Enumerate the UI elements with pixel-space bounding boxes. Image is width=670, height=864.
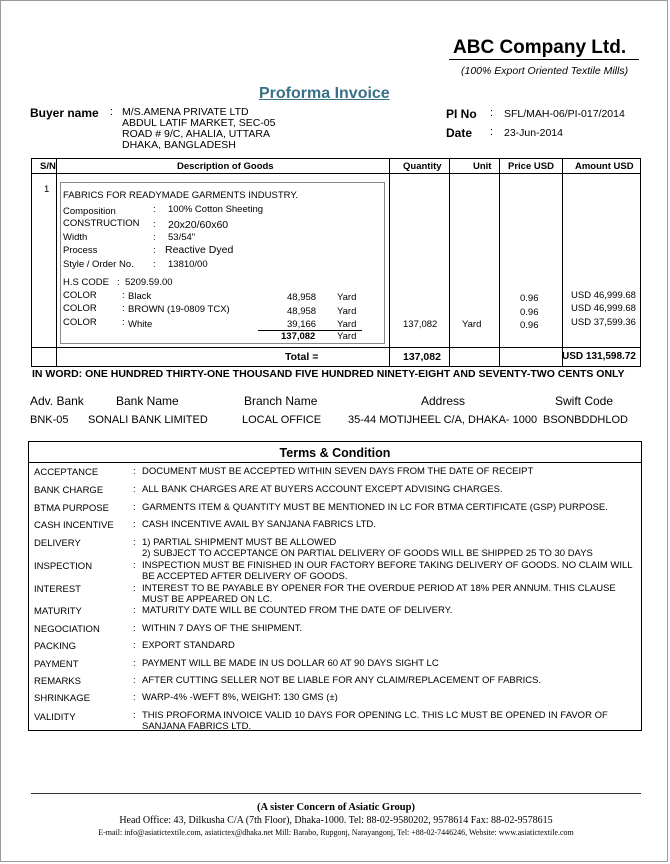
color-amount: USD 37,599.36 xyxy=(571,317,636,328)
color-price: 0.96 xyxy=(520,320,539,331)
color-qty: 39,166 xyxy=(287,319,317,330)
date-value: 23-Jun-2014 xyxy=(504,127,563,139)
color-unit: Yard xyxy=(337,292,357,303)
term-key: PACKING xyxy=(34,641,77,652)
terms-box xyxy=(28,441,642,731)
term-colon: : xyxy=(133,519,136,530)
company-name: ABC Company Ltd. xyxy=(453,37,627,58)
buyer-address-line: DHAKA, BANGLADESH xyxy=(122,139,236,151)
spec-key: Style / Order No. xyxy=(63,259,134,270)
footer-head-office: Head Office: 43, Dilkusha C/A (7th Floor), Dhaka-1000. Tel: 88-02-9580202, 9578614 Fax: 88-02-9578615 xyxy=(119,815,553,826)
term-value: 1) PARTIAL SHIPMENT MUST BE ALLOWED xyxy=(142,537,337,548)
term-value: DOCUMENT MUST BE ACCEPTED WITHIN SEVEN DAYS FROM THE DATE OF RECEIPT xyxy=(142,466,534,477)
footer-sister-concern: (A sister Concern of Asiatic Group) xyxy=(257,802,415,813)
term-key: PAYMENT xyxy=(34,659,79,670)
color-amount: USD 46,999.68 xyxy=(571,290,636,301)
term-value: ALL BANK CHARGES ARE AT BUYERS ACCOUNT EXCEPT ADVISING CHARGES. xyxy=(142,484,503,495)
term-key: NEGOCIATION xyxy=(34,624,100,635)
term-value: AFTER CUTTING SELLER NOT BE LIABLE FOR ANY CLAIM/REPLACEMENT OF FABRICS. xyxy=(142,675,542,686)
term-value: EXPORT STANDARD xyxy=(142,640,235,651)
buyer-address-line: ABDUL LATIF MARKET, SEC-05 xyxy=(122,117,276,129)
color-colon: : xyxy=(122,317,125,328)
pi-no-value: SFL/MAH-06/PI-017/2014 xyxy=(504,108,625,120)
terms-title: Terms & Condition xyxy=(279,446,391,460)
item-quantity: 137,082 xyxy=(403,319,438,330)
color-unit: Yard xyxy=(337,306,357,317)
total-label: Total = xyxy=(285,351,319,363)
term-key: INTEREST xyxy=(34,584,81,595)
color-name: White xyxy=(128,319,153,330)
buyer-address-line: ROAD # 9/C, AHALIA, UTTARA xyxy=(122,128,271,140)
term-key: MATURITY xyxy=(34,606,82,617)
color-name: BROWN (19-0809 TCX) xyxy=(128,304,230,315)
spec-key: Width xyxy=(63,232,88,243)
pi-no-colon: : xyxy=(490,107,494,119)
term-colon: : xyxy=(133,537,136,548)
term-key: BTMA PURPOSE xyxy=(34,503,109,514)
term-value: THIS PROFORMA INVOICE VALID 10 DAYS FOR OPENING LC. THIS LC MUST BE OPENED IN FAVOR OF SANJANA FABRICS LTD. xyxy=(142,710,608,732)
total-qty: 137,082 xyxy=(403,351,441,363)
color-colon: : xyxy=(122,303,125,314)
bank-header-swift: Swift Code xyxy=(555,394,614,408)
col-price-header: Price USD xyxy=(508,161,554,172)
terms-divider xyxy=(29,462,641,463)
spec-colon: : xyxy=(153,245,156,256)
table-divider xyxy=(449,159,450,366)
term-key: CASH INCENTIVE xyxy=(34,520,114,531)
term-colon: : xyxy=(133,466,136,477)
term-value: INSPECTION MUST BE FINISHED IN OUR FACTORY BEFORE TAKING DELIVERY OF GOODS. NO CLAIM WILL BE ACCEPTED AFTER DELIVERY OF GOODS. xyxy=(142,560,633,582)
pi-no-label: PI No xyxy=(446,107,477,121)
spec-key: CONSTRUCTION xyxy=(63,218,140,229)
term-key: VALIDITY xyxy=(34,712,76,723)
col-unit-header: Unit xyxy=(473,161,492,172)
spec-value: 13810/00 xyxy=(168,259,208,270)
date-label: Date xyxy=(446,126,473,140)
term-key: SHRINKAGE xyxy=(34,693,90,704)
term-colon: : xyxy=(133,623,136,634)
subtotal-qty: 137,082 xyxy=(281,331,316,342)
spec-key: Process xyxy=(63,245,98,256)
color-name: Black xyxy=(128,291,152,302)
color-qty: 48,958 xyxy=(287,306,317,317)
bank-value-address: 35-44 MOTIJHEEL C/A, DHAKA- 1000 xyxy=(348,414,538,426)
term-value: MATURITY DATE WILL BE COUNTED FROM THE DATE OF DELIVERY. xyxy=(142,605,453,616)
col-sn-header: S/N xyxy=(40,161,56,172)
subtotal-unit: Yard xyxy=(337,331,357,342)
color-qty: 48,958 xyxy=(287,292,317,303)
spec-colon: : xyxy=(153,259,156,270)
bank-value-branch: LOCAL OFFICE xyxy=(242,414,322,426)
total-amount: USD 131,598.72 xyxy=(562,351,636,362)
col-amount-header: Amount USD xyxy=(575,161,634,172)
bank-header-address: Address xyxy=(421,394,466,408)
term-colon: : xyxy=(133,710,136,721)
term-colon: : xyxy=(133,502,136,513)
term-colon: : xyxy=(133,675,136,686)
term-value: PAYMENT WILL BE MADE IN US DOLLAR 60 AT 90 DAYS SIGHT LC xyxy=(142,658,439,669)
term-value: GARMENTS ITEM & QUANTITY MUST BE MENTIONED IN LC FOR BTMA CERTIFICATE (GSP) PURPOSE. xyxy=(142,502,608,513)
footer-contact: E-mail: info@asiatictextile.com, asiatictex@dhaka.net Mill: Barabo, Rupgonj, Narayangonj, Tel: +88-02-7446246, Website: www.asiatictextile.com xyxy=(98,828,574,837)
company-tagline: (100% Export Oriented Textile Mills) xyxy=(461,65,629,77)
total-row-divider xyxy=(32,347,640,348)
table-divider xyxy=(56,159,57,366)
color-colon: : xyxy=(122,290,125,301)
document-title: Proforma Invoice xyxy=(259,85,390,102)
term-key: REMARKS xyxy=(34,676,81,687)
bank-header-adv: Adv. Bank xyxy=(30,394,84,408)
term-key: DELIVERY xyxy=(34,538,81,549)
bank-value-adv: BNK-05 xyxy=(30,414,69,426)
spec-colon: : xyxy=(153,204,156,215)
buyer-address-line: M/S.AMENA PRIVATE LTD xyxy=(122,106,249,118)
term-key: ACCEPTANCE xyxy=(34,467,99,478)
amount-in-words: IN WORD: ONE HUNDRED THIRTY-ONE THOUSAND FIVE HUNDRED NINETY-EIGHT AND SEVENTY-TWO CENTS ONLY xyxy=(32,368,625,380)
item-unit: Yard xyxy=(462,319,482,330)
date-colon: : xyxy=(490,126,494,138)
term-value: WITHIN 7 DAYS OF THE SHIPMENT. xyxy=(142,623,303,634)
term-value: WARP-4% -WEFT 8%, WEIGHT: 130 GMS (±) xyxy=(142,692,338,703)
spec-colon: : xyxy=(153,219,156,230)
spec-value: 20x20/60x60 xyxy=(168,219,229,231)
spec-value: 53/54" xyxy=(168,232,196,243)
term-colon: : xyxy=(133,692,136,703)
hs-code-value: 5209.59.00 xyxy=(125,277,173,288)
term-colon: : xyxy=(133,560,136,571)
color-unit: Yard xyxy=(337,319,357,330)
buyer-colon: : xyxy=(110,106,114,118)
hs-code-label: H.S CODE xyxy=(63,277,109,288)
bank-header-branch: Branch Name xyxy=(244,394,318,408)
term-key: BANK CHARGE xyxy=(34,485,104,496)
term-value: INTEREST TO BE PAYABLE BY OPENER FOR THE OVERDUE PERIOD AT 18% PER ANNUM. THIS CLAUSE MUST BE APPEARED ON LC. xyxy=(142,583,616,605)
company-underline xyxy=(449,59,639,60)
color-price: 0.96 xyxy=(520,307,539,318)
goods-table xyxy=(31,158,641,367)
term-colon: : xyxy=(133,605,136,616)
spec-value: Reactive Dyed xyxy=(165,244,234,256)
col-quantity-header: Quantity xyxy=(403,161,442,172)
table-divider xyxy=(389,159,390,366)
spec-key: Composition xyxy=(63,206,116,217)
table-divider xyxy=(499,159,500,366)
color-amount: USD 46,999.68 xyxy=(571,303,636,314)
color-price: 0.96 xyxy=(520,293,539,304)
color-label: COLOR xyxy=(63,303,97,314)
term-value: CASH INCENTIVE AVAIL BY SANJANA FABRICS LTD. xyxy=(142,519,376,530)
row-sn: 1 xyxy=(44,184,50,195)
buyer-address xyxy=(122,107,275,151)
term-value: 2) SUBJECT TO ACCEPTANCE ON PARTIAL DELIVERY OF GOODS WILL BE SHIPPED 25 TO 30 DAYS xyxy=(142,548,593,559)
term-key: INSPECTION xyxy=(34,561,93,572)
bank-header-name: Bank Name xyxy=(116,394,179,408)
spec-value: 100% Cotton Sheeting xyxy=(168,204,264,215)
spec-colon: : xyxy=(153,232,156,243)
term-colon: : xyxy=(133,484,136,495)
bank-value-swift: BSONBDDHLOD xyxy=(543,414,628,426)
bank-value-name: SONALI BANK LIMITED xyxy=(88,414,208,426)
buyer-label: Buyer name xyxy=(30,106,99,120)
footer-divider xyxy=(31,793,641,794)
term-colon: : xyxy=(133,658,136,669)
col-description-header: Description of Goods xyxy=(177,161,274,172)
term-colon: : xyxy=(133,640,136,651)
item-title: FABRICS FOR READYMADE GARMENTS INDUSTRY. xyxy=(63,190,299,201)
hs-code-colon: : xyxy=(117,277,120,288)
color-label: COLOR xyxy=(63,290,97,301)
term-colon: : xyxy=(133,583,136,594)
color-label: COLOR xyxy=(63,317,97,328)
table-divider xyxy=(562,159,563,366)
